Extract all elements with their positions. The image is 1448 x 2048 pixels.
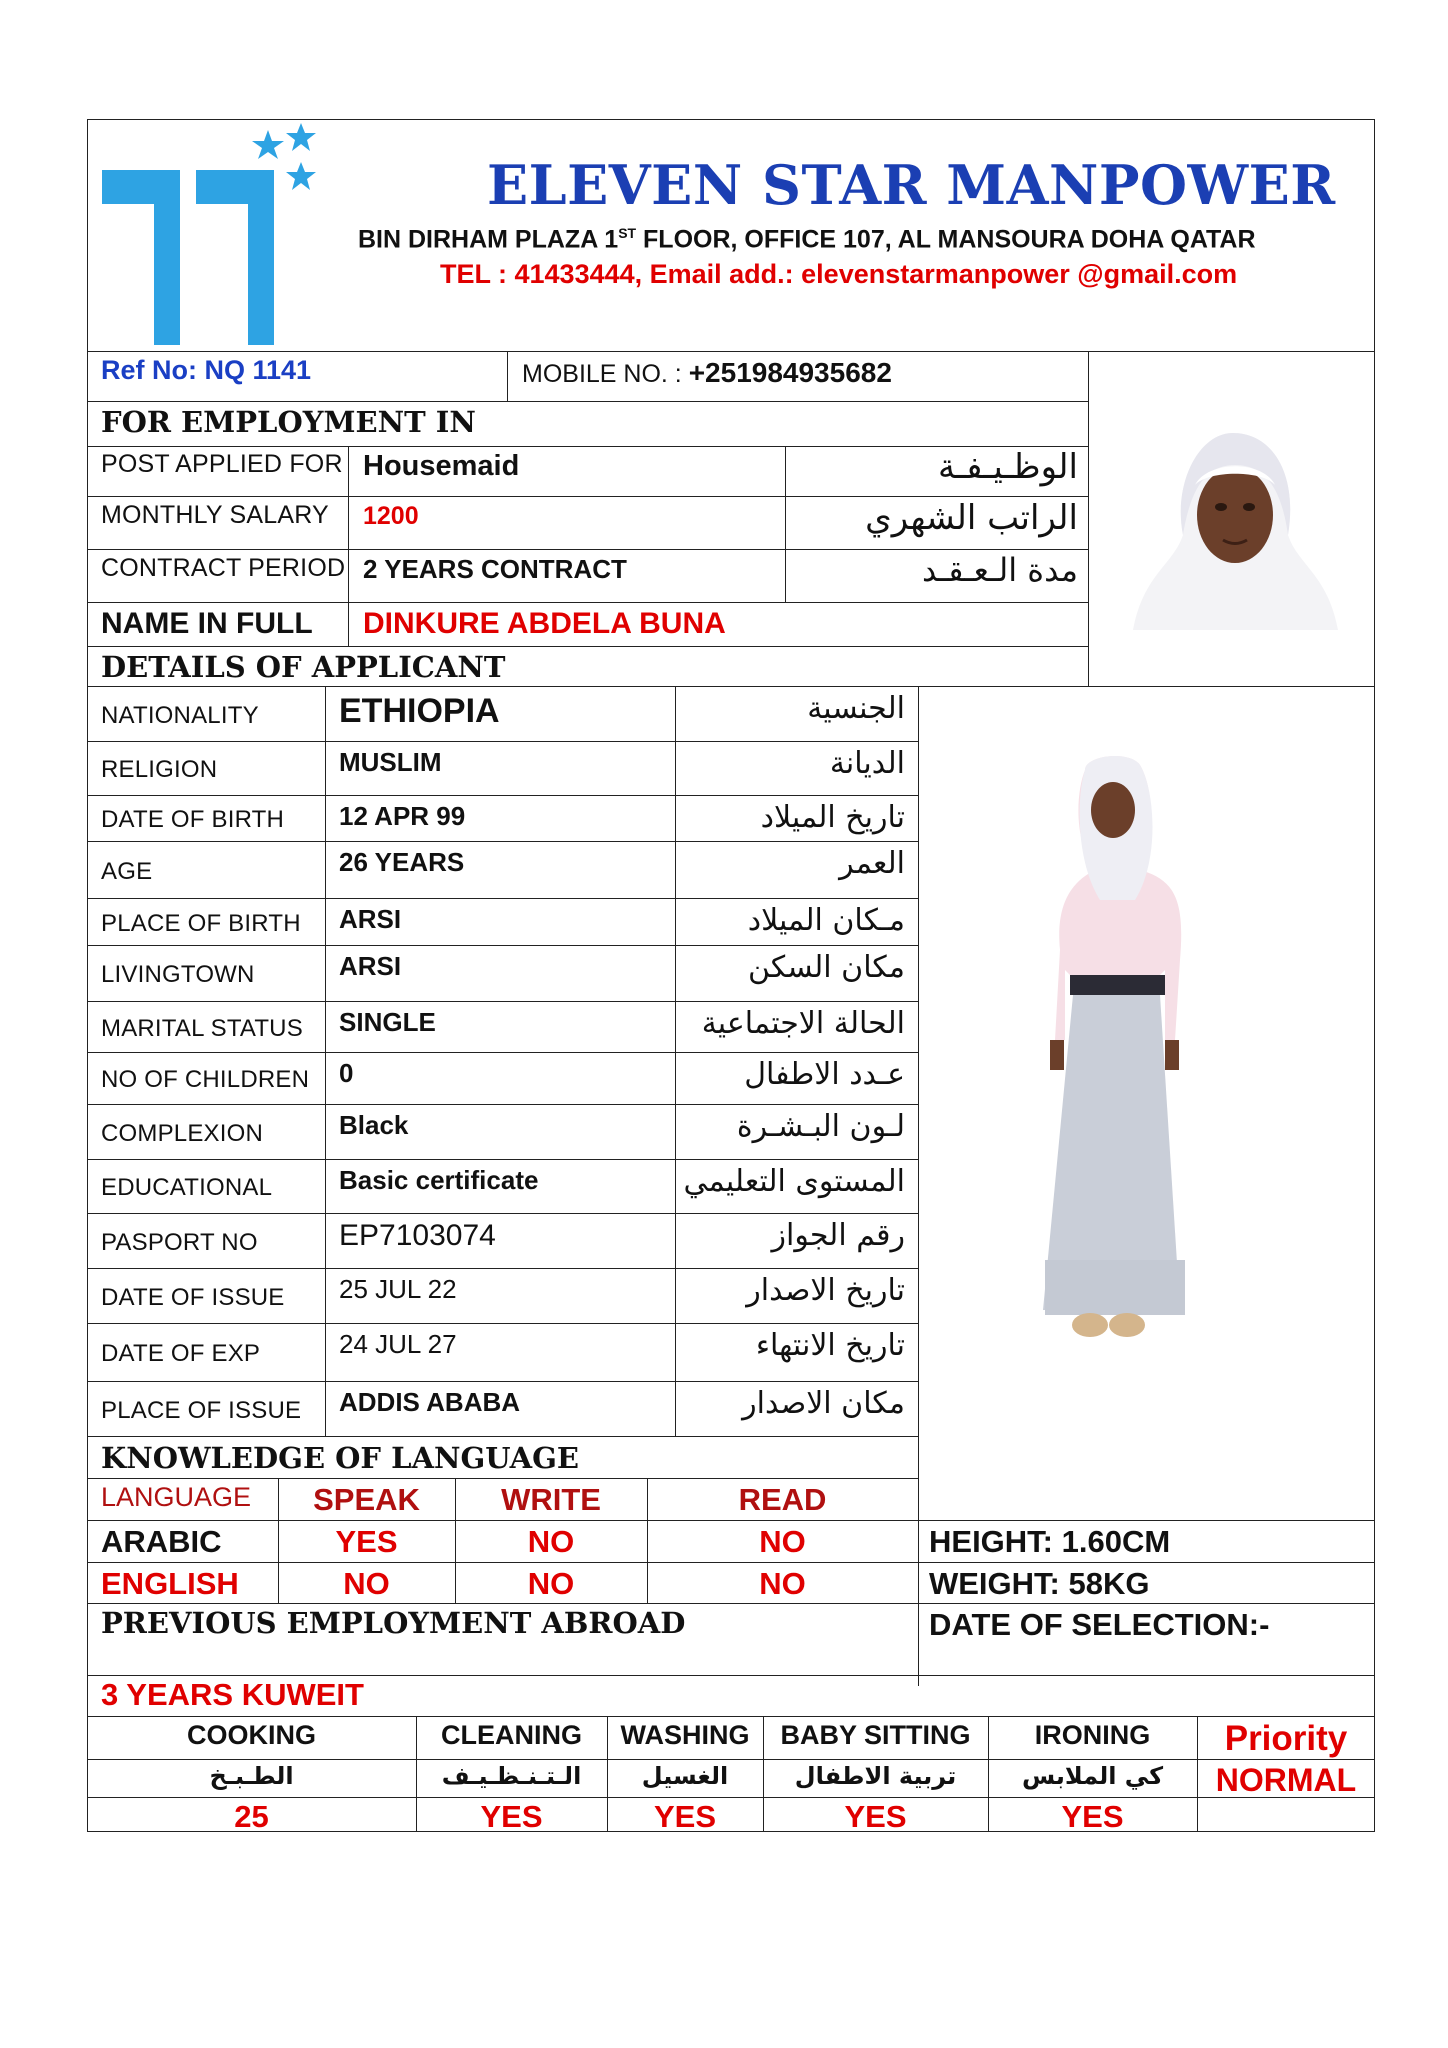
detail-label: DATE OF ISSUE: [101, 1283, 285, 1311]
detail-label: RELIGION: [101, 756, 218, 783]
divider: [87, 1104, 918, 1105]
detail-arabic-label: الحالة الاجتماعية: [701, 1006, 905, 1041]
divider: [785, 446, 786, 602]
divider: [87, 1381, 918, 1382]
logo-graphic: [98, 122, 328, 350]
divider: [87, 496, 1088, 497]
skill-header: BABY SITTING: [780, 1720, 971, 1750]
detail-arabic-label: تاريخ الاصدار: [746, 1273, 905, 1308]
weight-value: WEIGHT: 58KG: [929, 1566, 1150, 1601]
mobile-label: MOBILE NO. :: [522, 360, 689, 388]
divider: [87, 795, 918, 796]
divider: [87, 1759, 1375, 1760]
skill-header: COOKING: [186, 1720, 316, 1750]
detail-label: DATE OF BIRTH: [101, 806, 285, 833]
detail-value: ARSI: [339, 904, 402, 934]
star-icon: [286, 162, 316, 190]
previous-employment-value: 3 YEARS KUWEIT: [101, 1677, 364, 1712]
divider: [918, 686, 919, 1686]
divider: [87, 1716, 1375, 1717]
detail-value: MUSLIM: [339, 747, 442, 777]
detail-label: COMPLEXION: [101, 1119, 264, 1147]
divider: [87, 1562, 1375, 1563]
skill-arabic-label: الـتـنـظـيـف: [441, 1762, 582, 1790]
applicant-portrait-photo: [1113, 425, 1346, 630]
arabic-speak: YES: [335, 1524, 398, 1559]
divider: [87, 1213, 918, 1214]
detail-label: DATE OF EXP: [101, 1340, 261, 1367]
arabic-write: NO: [527, 1524, 575, 1559]
detail-label: AGE: [101, 857, 153, 885]
applicant-full-body-photo: [1015, 750, 1235, 1350]
detail-arabic-label: مكان السكن: [748, 950, 905, 985]
detail-arabic-label: المستوى التعليمي: [683, 1164, 905, 1199]
skill-value: YES: [1061, 1799, 1124, 1834]
skill-value: YES: [844, 1799, 907, 1834]
name-label: NAME IN FULL: [101, 607, 313, 640]
detail-label: PLACE OF BIRTH: [101, 909, 301, 937]
write-header: WRITE: [501, 1482, 601, 1517]
skill-value: YES: [653, 1799, 717, 1834]
skill-header: WASHING: [620, 1720, 750, 1750]
details-section-title: DETAILS OF APPLICANT: [101, 650, 506, 684]
name-value: DINKURE ABDELA BUNA: [363, 607, 726, 640]
skill-arabic-label: الغسيل: [641, 1762, 729, 1790]
detail-arabic-label: الجنسية: [807, 691, 905, 726]
divider: [87, 841, 918, 842]
divider: [87, 1001, 918, 1002]
language-header: LANGUAGE: [101, 1482, 252, 1512]
post-applied-label: POST APPLIED FOR: [101, 450, 343, 478]
height-value: HEIGHT: 1.60CM: [929, 1524, 1171, 1559]
divider: [348, 446, 349, 646]
divider: [87, 549, 1088, 550]
detail-arabic-label: العمر: [839, 846, 905, 881]
post-applied-value: Housemaid: [363, 450, 520, 482]
skill-value: YES: [480, 1799, 543, 1834]
skill-value: 25: [234, 1799, 269, 1834]
date-of-selection: DATE OF SELECTION:-: [929, 1607, 1270, 1642]
detail-arabic-label: الديانة: [829, 746, 905, 781]
skill-header: CLEANING: [441, 1720, 582, 1750]
detail-value: Black: [339, 1110, 409, 1140]
detail-arabic-label: رقم الجواز: [771, 1218, 905, 1253]
detail-label: LIVINGTOWN: [101, 961, 255, 988]
detail-label: NO OF CHILDREN: [101, 1066, 310, 1093]
detail-value: ADDIS ABABA: [339, 1387, 521, 1417]
company-name: ELEVEN STAR MANPOWER: [487, 153, 1336, 217]
contract-arabic: مدة الـعـقـد: [921, 551, 1078, 589]
detail-value: 26 YEARS: [339, 847, 465, 877]
detail-value: ARSI: [339, 951, 402, 981]
detail-arabic-label: عـدد الاطفال: [744, 1057, 905, 1092]
detail-label: MARITAL STATUS: [101, 1014, 303, 1042]
divider: [87, 898, 918, 899]
divider: [87, 1675, 1375, 1676]
divider: [87, 646, 1088, 647]
detail-value: 25 JUL 22: [339, 1274, 457, 1304]
divider: [87, 1603, 1375, 1604]
priority-value: NORMAL: [1215, 1762, 1357, 1798]
detail-value: ETHIOPIA: [339, 692, 500, 730]
detail-value: EP7103074: [339, 1219, 496, 1252]
english-write: NO: [527, 1566, 575, 1601]
salary-label: MONTHLY SALARY: [101, 501, 329, 529]
contract-value: 2 YEARS CONTRACT: [363, 554, 627, 584]
star-icon: [286, 123, 316, 151]
detail-label: PLACE OF ISSUE: [101, 1396, 302, 1424]
divider: [87, 1797, 1375, 1798]
detail-arabic-label: لـون البـشـرة: [736, 1109, 905, 1144]
divider: [87, 602, 1088, 603]
detail-label: EDUCATIONAL: [101, 1174, 273, 1201]
address-superscript: ST: [618, 225, 637, 241]
divider: [87, 1478, 918, 1479]
divider: [87, 1268, 918, 1269]
english-read: NO: [759, 1566, 806, 1601]
language-section-title: KNOWLEDGE OF LANGUAGE: [101, 1441, 580, 1475]
english-speak: NO: [343, 1566, 390, 1601]
detail-arabic-label: تاريخ الميلاد: [760, 800, 905, 835]
mobile-number: [522, 359, 892, 387]
mobile-value: +251984935682: [688, 357, 892, 388]
detail-value: 24 JUL 27: [339, 1329, 457, 1359]
english-language-name: ENGLISH: [101, 1566, 239, 1601]
detail-value: SINGLE: [339, 1007, 436, 1037]
detail-label: NATIONALITY: [101, 701, 259, 729]
star-icon: [252, 130, 284, 159]
skill-header: IRONING: [1034, 1720, 1151, 1750]
address-part-2: FLOOR, OFFICE 107, AL MANSOURA DOHA QATAR: [636, 225, 1256, 254]
read-header: READ: [738, 1482, 827, 1517]
skill-arabic-label: الطـبـخ: [209, 1762, 294, 1790]
detail-label: PASPORT NO: [101, 1228, 258, 1256]
divider: [87, 686, 1375, 687]
divider: [87, 1520, 1375, 1521]
contract-label: CONTRACT PERIOD: [101, 554, 346, 582]
salary-value: 1200: [363, 502, 419, 530]
divider: [1088, 351, 1089, 686]
divider: [87, 1436, 918, 1437]
detail-value: 12 APR 99: [339, 801, 466, 831]
skill-arabic-label: كي الملابس: [1021, 1762, 1164, 1790]
detail-arabic-label: تاريخ الانتهاء: [755, 1328, 905, 1363]
detail-arabic-label: مكان الاصدار: [742, 1386, 905, 1421]
company-address: [358, 226, 1256, 252]
divider: [87, 351, 1375, 352]
salary-arabic: الراتب الشهري: [865, 498, 1078, 538]
previous-employment-title: PREVIOUS EMPLOYMENT ABROAD: [101, 1606, 686, 1640]
arabic-language-name: ARABIC: [101, 1524, 222, 1559]
divider: [87, 741, 918, 742]
ref-number: Ref No: NQ 1141: [101, 355, 312, 385]
detail-value: Basic certificate: [339, 1165, 539, 1195]
divider: [87, 1159, 918, 1160]
address-part-1: BIN DIRHAM PLAZA 1: [358, 225, 619, 254]
skill-arabic-label: تربية الاطفال: [794, 1762, 957, 1790]
divider: [87, 1052, 918, 1053]
priority-label: Priority: [1224, 1719, 1348, 1758]
detail-arabic-label: مـكان الميلاد: [747, 903, 905, 938]
employment-section-title: FOR EMPLOYMENT IN: [101, 405, 476, 439]
divider: [87, 945, 918, 946]
speak-header: SPEAK: [313, 1482, 420, 1517]
company-logo: [98, 122, 328, 350]
post-applied-arabic: الوظـيـفـة: [937, 447, 1078, 487]
divider: [507, 351, 508, 401]
company-contact: TEL : 41433444, Email add.: elevenstarmanpower @gmail.com: [440, 259, 1238, 289]
divider: [87, 401, 1088, 402]
divider: [87, 1323, 918, 1324]
detail-value: 0: [339, 1058, 354, 1088]
arabic-read: NO: [759, 1524, 806, 1559]
